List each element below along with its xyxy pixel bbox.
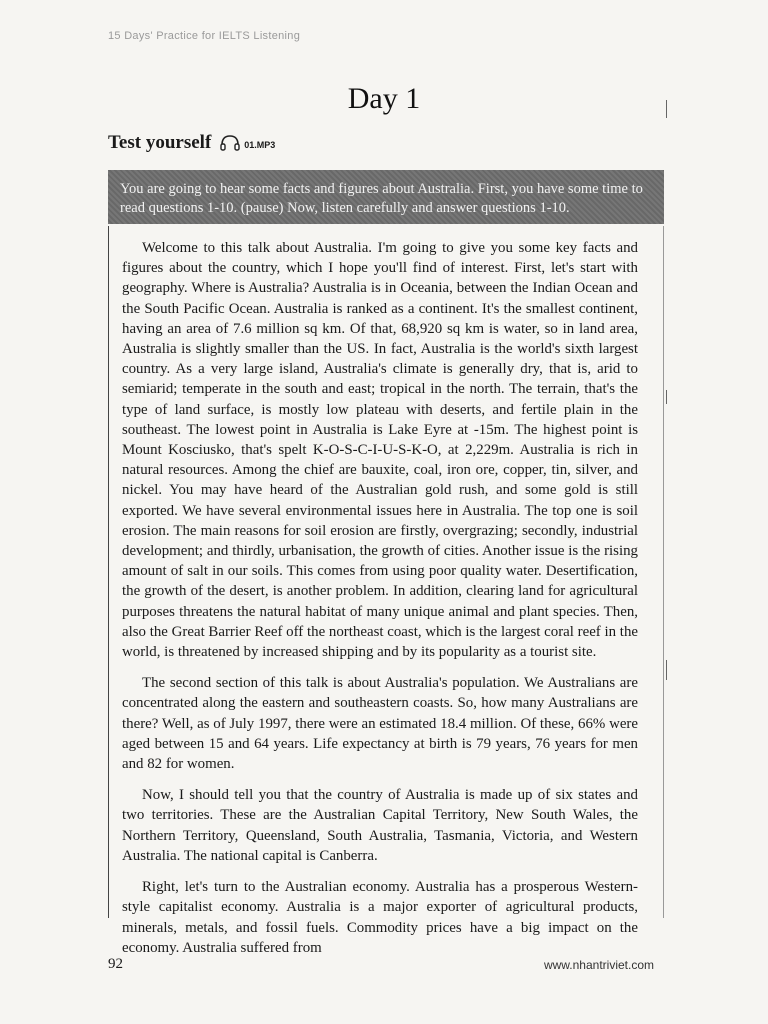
transcript-paragraph: Right, let's turn to the Australian economy. Australia has a prosperous Western-style capitalist economy. Australia is a major exporter of agricultural products, minerals, metals, and fossil fuels. Commodity prices have a big impact on the economy. Australia suffered from	[122, 879, 638, 956]
margin-mark	[666, 390, 667, 404]
margin-mark	[666, 660, 667, 680]
instruction-text: You are going to hear some facts and figures about Australia. First, you have some time to read questions 1-10. (pause) Now, listen carefully and answer questions 1-10.	[120, 181, 643, 216]
section-heading-label: Test yourself	[108, 132, 212, 153]
running-head: 15 Days' Practice for IELTS Listening	[108, 30, 301, 42]
track-label: 01.MP3	[244, 140, 276, 150]
page-number: 92	[108, 956, 123, 972]
transcript-paragraph: The second section of this talk is about Australia's population. We Australians are concentrated along the eastern and southeastern coasts. So, how many Australians are there? Well, as of July 1997, there were an estimated 18.4 million. Of these, 66% were aged between 15 and 64 years. Life expectancy at birth is 79 years, 76 years for men and 82 for women.	[122, 675, 638, 773]
margin-mark	[666, 100, 667, 118]
website-footer: www.nhantriviet.com	[543, 958, 654, 972]
section-heading	[108, 132, 275, 154]
page-title: Day 1	[347, 82, 421, 115]
headphone-icon	[219, 134, 241, 152]
transcript-paragraph: Welcome to this talk about Australia. I'm going to give you some key facts and figures about the country, which I hope you'll find of interest. First, let's start with geography. Where is Australia? Australia is in Oceania, between the Indian Ocean and the South Pacific Ocean. Australia is ranked as a continent. It's the smallest continent, having an area of 7.6 million sq km. Of that, 68,920 sq km is water, so in land area, Australia is slightly smaller than the US. In fact, Australia is the world's sixth largest country. As a very large island, Australia's climate is generally dry, that is, arid to semiarid; temperate in the south and east; tropical in the north. The terrain, that's the type of land surface, is mostly low plateau with deserts, and fertile plain in the southeast. The lowest point in Australia is Lake Eyre at -15m. The highest point is Mount Kosciusko, that's spelt K-O-S-C-I-U-S-K-O, at 2,229m. Australia is rich in natural resources. Among the chief are bauxite, coal, iron ore, copper, tin, silver, and nickel. You may have heard of the Australian gold rush, and some gold is still exported. We have several environmental issues here in Australia. The top one is soil erosion. The main reasons for soil erosion are firstly, overgrazing; secondly, industrial development; and thirdly, urbanisation, the growth of cities. Another issue is the rising amount of salt in our soils. This comes from using poor quality water. Desertification, the growth of the desert, is another problem. In addition, clearing land for agricultural purposes threatens the natural habitat of many unique animal and plant species. Then, also the Great Barrier Reef off the northeast coast, which is the largest coral reef in the world, is threatened by increased shipping and by its popularity as a tourist site.	[122, 240, 638, 661]
transcript-paragraph: Now, I should tell you that the country of Australia is made up of six states and two territories. These are the Australian Capital Territory, New South Wales, the Northern Territory, Queensland, South Australia, Tasmania, Victoria, and Western Australia. The national capital is Canberra.	[122, 787, 638, 864]
transcript	[122, 238, 638, 969]
instruction-box	[108, 170, 664, 224]
